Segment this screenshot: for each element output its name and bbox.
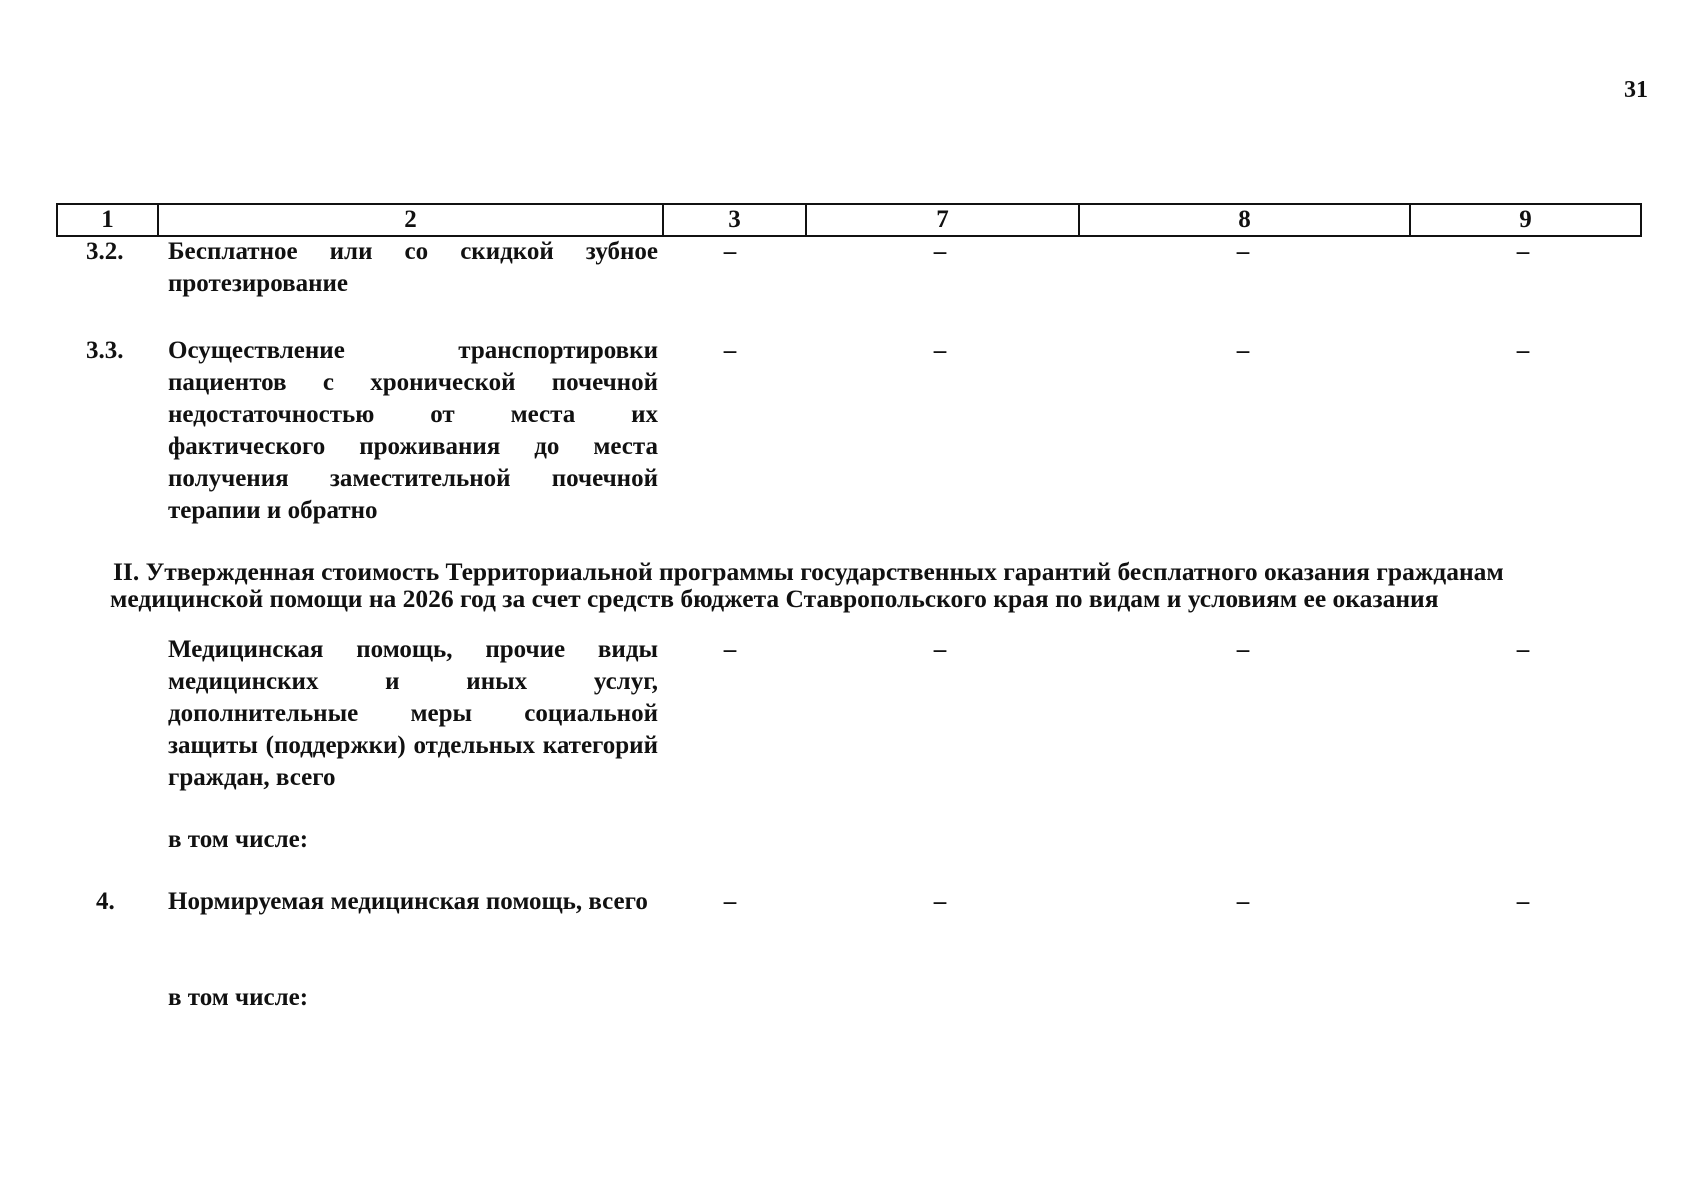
column-header-7: 7 — [806, 204, 1079, 236]
row-text: Осуществление транспортировки пациентов с хронической почечной недостаточностью от места их фактического проживания до места получения заместительной почечной терапии и обратно — [168, 337, 658, 524]
column-header-row — [57, 204, 1641, 236]
column-header-8: 8 — [1079, 204, 1410, 236]
column-header-3: 3 — [663, 204, 806, 236]
row-value-col7: – — [933, 238, 947, 265]
column-header-9: 9 — [1410, 204, 1641, 236]
row-value-col8: – — [1236, 337, 1250, 364]
including-label: в том числе: — [168, 826, 309, 853]
row-value-col3: – — [723, 238, 737, 265]
row-value-col3: – — [723, 888, 737, 915]
row-value-col3: – — [723, 636, 737, 663]
row-value-col7: – — [933, 636, 947, 663]
row-value-col7: – — [933, 337, 947, 364]
page-number: 31 — [1624, 77, 1648, 103]
row-value-col8: – — [1236, 636, 1250, 663]
row-value-col3: – — [723, 337, 737, 364]
column-header-table — [56, 203, 1642, 237]
row-text: Медицинская помощь, прочие виды медицинских и иных услуг, дополнительные меры социальной защиты (поддержки) отдельных категорий граждан, всего — [168, 636, 658, 791]
row-value-col9: – — [1516, 238, 1530, 265]
column-header-1: 1 — [57, 204, 158, 236]
including-label: в том числе: — [168, 984, 309, 1011]
row-number: 4. — [96, 888, 115, 915]
row-value-col9: – — [1516, 636, 1530, 663]
row-text: Бесплатное или со скидкой зубное протезирование — [168, 238, 658, 297]
row-value-col9: – — [1516, 337, 1530, 364]
column-header-2: 2 — [158, 204, 663, 236]
row-text: Нормируемая медицинская помощь, всего — [168, 888, 648, 915]
row-value-col8: – — [1236, 888, 1250, 915]
row-number: 3.3. — [86, 337, 124, 364]
row-value-col9: – — [1516, 888, 1530, 915]
row-value-col8: – — [1236, 238, 1250, 265]
row-value-col7: – — [933, 888, 947, 915]
section-title: II. Утвержденная стоимость Территориальной программы государственных гарантий бесплатного оказания гражданам медицинской помощи на 2026 год за счет средств бюджета Ставропольского края по видам и условиям ее оказания — [110, 557, 1504, 613]
row-number: 3.2. — [86, 238, 124, 265]
